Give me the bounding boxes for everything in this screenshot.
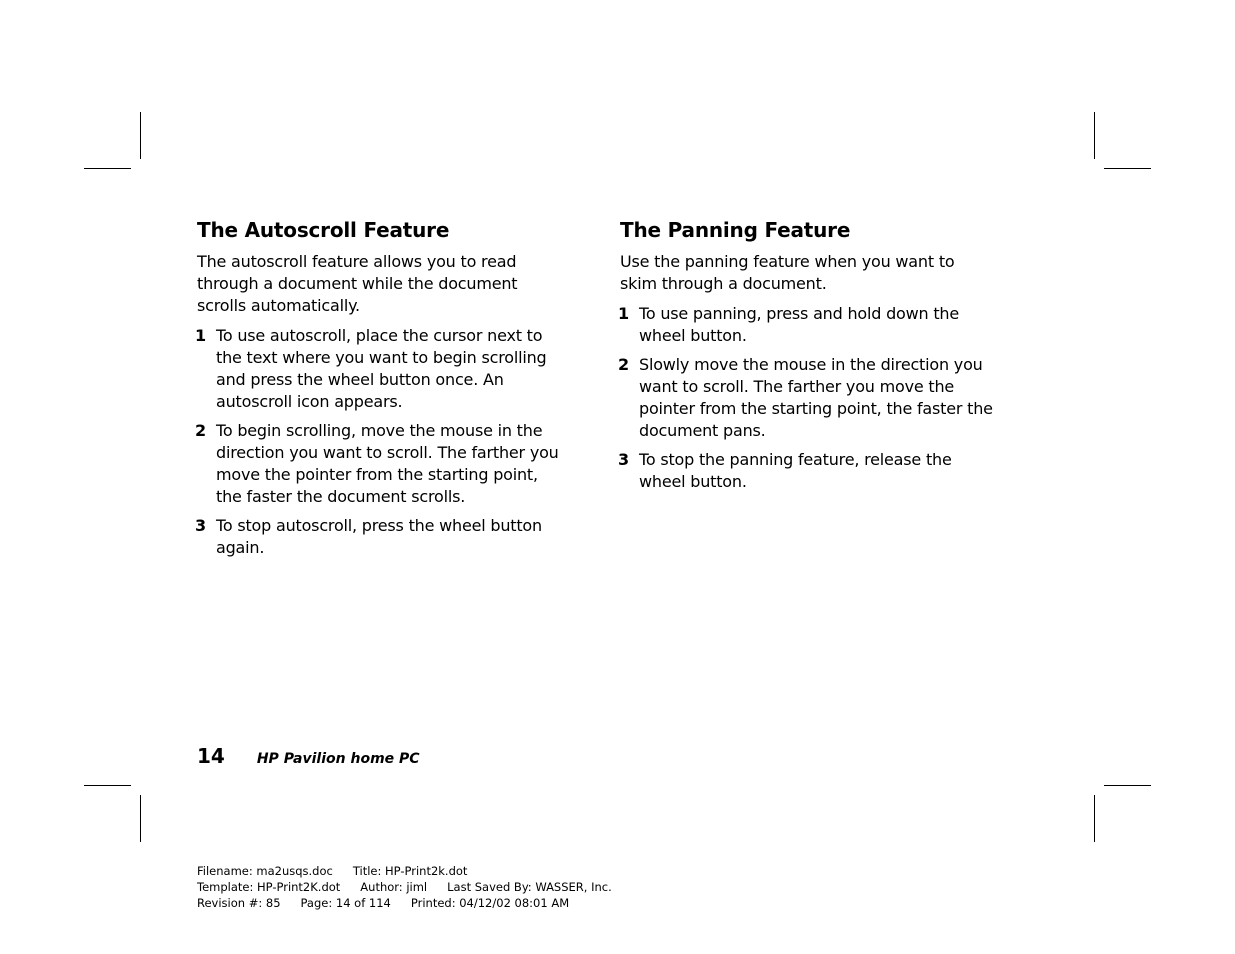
list-item [197,515,562,559]
revision-text: Revision #: 85 [197,896,281,910]
info-row [197,863,632,879]
crop-mark [1094,795,1095,842]
page-info-text: Page: 14 of 114 [300,896,391,910]
step-text: To use panning, press and hold down the wheel button. [639,304,959,345]
step-number: 3 [195,516,206,535]
step-text: To stop the panning feature, release the wheel button. [639,450,952,491]
page-number: 14 [197,744,225,768]
crop-mark [140,112,141,159]
section-autoscroll [197,216,562,566]
step-number: 1 [618,304,629,323]
step-list [197,325,562,559]
book-title: HP Pavilion home PC [256,751,420,767]
step-number: 2 [195,421,206,440]
section-heading: The Panning Feature [620,218,851,242]
crop-mark [1104,168,1151,169]
step-number: 2 [618,355,629,374]
step-text: To use autoscroll, place the cursor next to the text where you want to begin scrolling and press the wheel button once. An autoscroll icon appears. [216,326,547,411]
list-item [620,303,995,347]
info-row [197,895,632,911]
step-number: 3 [618,450,629,469]
page-footer [197,744,420,774]
template-text: Template: HP-Print2K.dot [197,880,341,894]
crop-mark [1094,112,1095,159]
step-text: To begin scrolling, move the mouse in the direction you want to scroll. The farther you move the pointer from the starting point, the faster the document scrolls. [216,421,559,506]
step-list [620,303,995,493]
section-intro: The autoscroll feature allows you to read through a document while the document scrolls automatically. [197,252,518,315]
info-row [197,879,632,895]
last-saved-text: Last Saved By: WASSER, Inc. [447,880,612,894]
printed-text: Printed: 04/12/02 08:01 AM [410,896,570,910]
step-text: To stop autoscroll, press the wheel button again. [216,516,542,557]
section-heading: The Autoscroll Feature [197,218,450,242]
author-text: Author: jiml [360,880,428,894]
section-panning [620,216,995,500]
title-text: Title: HP-Print2k.dot [352,864,468,878]
list-item [197,325,562,413]
crop-mark [84,168,131,169]
crop-mark [140,795,141,842]
step-text: Slowly move the mouse in the direction you want to scroll. The farther you move the pointer from the starting point, the faster the document pans. [639,355,993,440]
list-item [620,354,995,442]
step-number: 1 [195,326,206,345]
list-item [620,449,995,493]
document-info [197,863,632,911]
crop-mark [1104,785,1151,786]
section-intro: Use the panning feature when you want to skim through a document. [620,252,955,293]
list-item [197,420,562,508]
filename-text: Filename: ma2usqs.doc [197,864,333,878]
crop-mark [84,785,131,786]
